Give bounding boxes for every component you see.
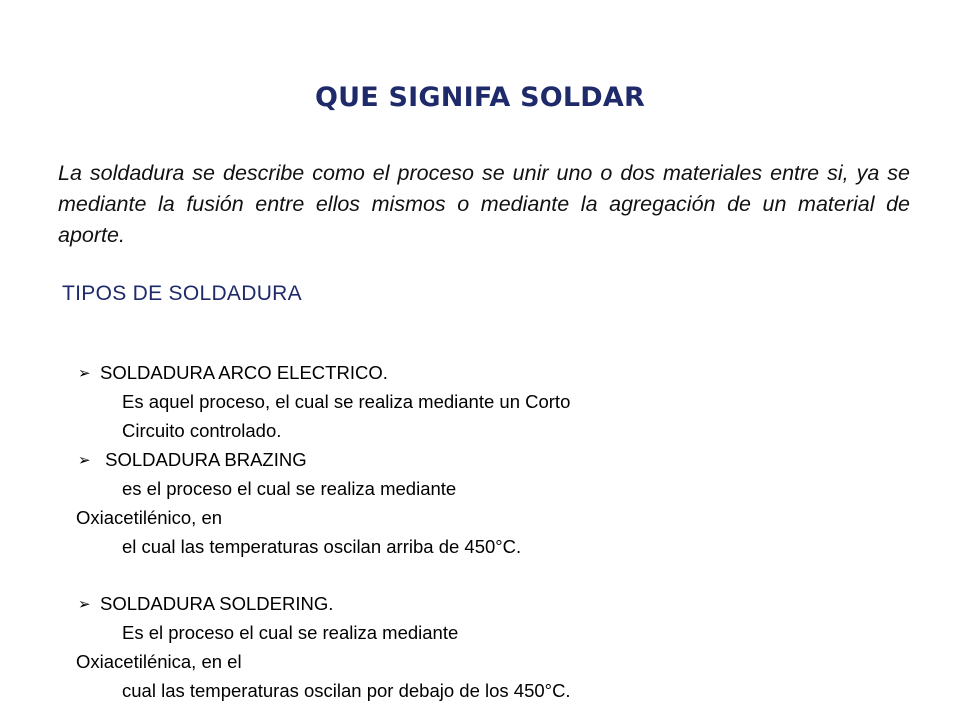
type-description-line: Oxiacetilénico, en	[76, 507, 223, 528]
arrow-bullet-icon: ➢	[78, 596, 91, 613]
section-subtitle: TIPOS DE SOLDADURA	[62, 282, 302, 305]
type-heading-text: SOLDADURA ARCO ELECTRICO.	[100, 362, 388, 383]
arrow-bullet-icon: ➢	[78, 365, 91, 382]
page-title: QUE SIGNIFA SOLDAR	[315, 82, 645, 113]
intro-paragraph: La soldadura se describe como el proceso se unir uno o dos materiales entre si, ya se mediante la fusión entre ellos mismos o mediante la agregación de un material de aporte.	[58, 161, 910, 247]
type-description-line: Es el proceso el cual se realiza mediante	[122, 622, 459, 643]
type-description-line: Es aquel proceso, el cual se realiza mediante un Corto	[122, 391, 571, 412]
type-description-line: el cual las temperaturas oscilan arriba de 450°C.	[122, 536, 522, 557]
type-heading-brazing	[78, 449, 307, 472]
type-description-line: Circuito controlado.	[122, 420, 282, 441]
type-heading-text: SOLDADURA SOLDERING.	[100, 593, 334, 614]
type-heading-soldering	[78, 593, 333, 616]
arrow-bullet-icon: ➢	[78, 452, 91, 469]
type-heading-arco	[78, 362, 388, 385]
type-heading-text: SOLDADURA BRAZING	[100, 449, 307, 470]
type-description-line: Oxiacetilénica, en el	[76, 651, 242, 672]
type-description-line: es el proceso el cual se realiza mediante	[122, 478, 457, 499]
type-description-line: cual las temperaturas oscilan por debajo de los 450°C.	[122, 680, 571, 701]
